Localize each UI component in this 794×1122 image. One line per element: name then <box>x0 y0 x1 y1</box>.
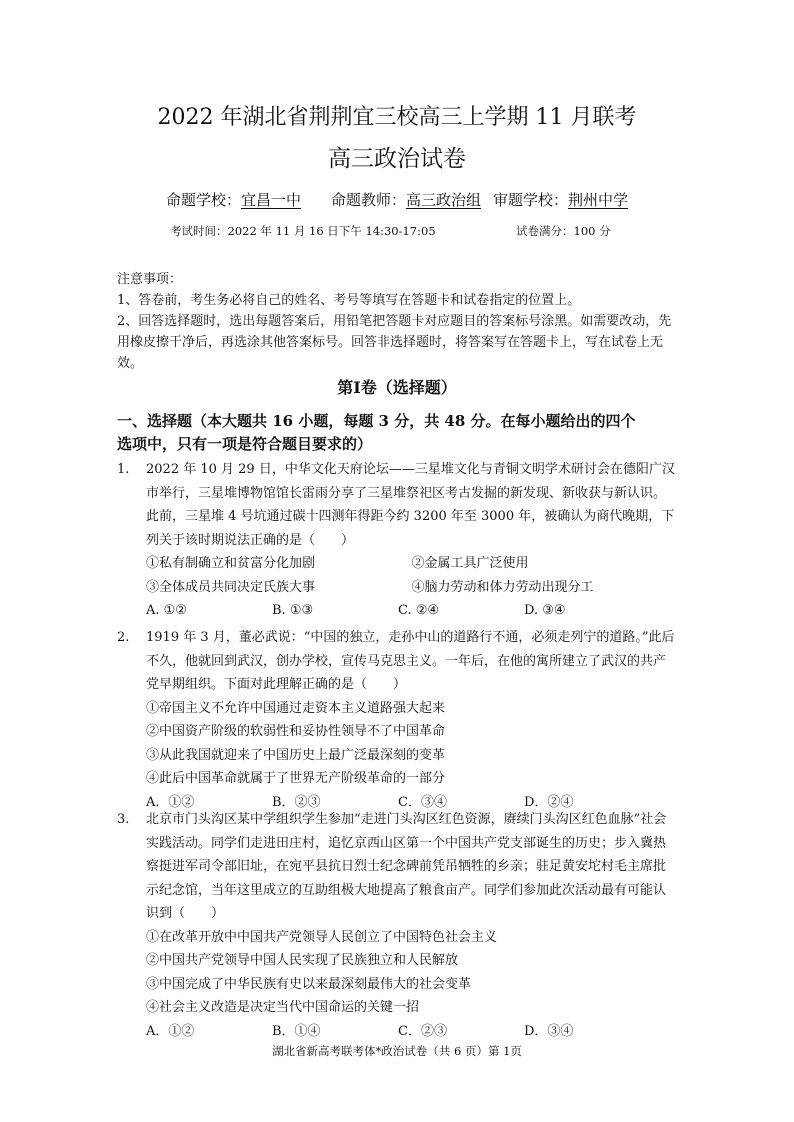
page-footer: 湖北省新高考联考体*政治试卷（共 6 页）第 1页 <box>272 1044 522 1058</box>
exam-time: 考试时间：2022 年 11 月 16 日下午 14:30-17:05 <box>170 224 436 238</box>
question-number: 1. <box>117 462 130 477</box>
section-heading-line: 一、选择题（本大题共 16 小题，每题 3 分，共 48 分。在每小题给出的四个 <box>117 412 636 430</box>
option-a: A. ①② <box>146 603 187 618</box>
question-stem: 北京市门头沟区某中学组织学生参加“走进门头沟区红色资源，赓续门头沟区红色血脉”社会实践活动。同学们走进田庄村，追忆京西山区第一个中国共产党支部诞生的历史；步入冀热察挺进军司令部旧址，在宛平县抗日烈士纪念碑前凭吊牺牲的乡亲；驻足黄安坨村毛主席批示纪念馆，当年这里成立的互助组极大地提高了粮食亩产。同学们参加此次活动最有可能认识到（ ） <box>146 812 667 921</box>
option-c: C．③④ <box>398 794 447 810</box>
statement: ③全体成员共同决定氏族大事 <box>146 579 316 595</box>
section-title: 第Ⅰ卷（选择题） <box>337 378 457 397</box>
option-a: A．①② <box>146 794 195 810</box>
option-d: D．②④ <box>524 794 574 810</box>
statement: ④社会主义改造是决定当代中国命运的关键一招 <box>146 1000 420 1015</box>
statement: ①在改革开放中中国共产党领导人民创立了中国特色社会主义 <box>146 929 498 945</box>
section-heading-line: 选项中，只有一项是符合题目要求的） <box>117 435 373 453</box>
option-d: D．③④ <box>524 1023 574 1039</box>
statement: ③中国完成了中华民族有史以来最深刻最伟大的社会变革 <box>146 976 472 992</box>
statement: ①私有制确立和贫富分化加剧 <box>146 556 316 571</box>
exam-authors <box>0 189 794 211</box>
exam-title: 2022 年湖北省荆荆宜三校高三上学期 11 月联考 <box>157 105 637 130</box>
option-c: C．②③ <box>398 1023 447 1039</box>
statement: ①帝国主义不允许中国通过走资本主义道路强大起来 <box>146 700 446 716</box>
question-stem: 2022 年 10 月 29 日，中华文化天府论坛——三星堆文化与青铜文明学术研讨会在德阳广汉市举行，三星堆博物馆馆长雷雨分享了三星堆祭祀区考古发掘的新发现、新收获与新认识。此前，三星堆 4 号坑通过碳十四测年得距今约 3200 年至 3000 年，被确认为商代晚期，下列关于该时期说法正确的是（ ） <box>146 462 675 548</box>
statement: ②中国共产党领导中国人民实现了民族独立和人民解放 <box>146 953 459 968</box>
statement: ②中国资产阶级的软弱性和妥协性领导不了中国革命 <box>146 724 446 739</box>
note-item: 2、回答选择题时，选出每题答案后，用铅笔把答题卡对应题目的答案标号涂黑。如需要改动，先用橡皮擦干净后，再选涂其他答案标号。回答非选择题时，将答案写在答题卡上，写在试卷上无效。 <box>117 314 672 371</box>
exam-subtitle: 高三政治试卷 <box>328 146 466 172</box>
notes-heading: 注意事项： <box>117 272 183 287</box>
option-b: B．②③ <box>272 794 321 810</box>
option-b: B. ①③ <box>272 603 314 618</box>
section-heading <box>117 410 677 456</box>
note-item: 1、答卷前，考生务必将自己的姓名、考号等填写在答题卡和试卷指定的位置上。 <box>117 293 581 308</box>
review-value: 荆州中学 <box>568 191 629 209</box>
question-1 <box>117 458 677 623</box>
question-number: 2. <box>117 630 130 645</box>
teacher-label: 命题教师： <box>330 191 406 209</box>
statement: ③从此我国就迎来了中国历史上最广泛最深刻的变革 <box>146 747 446 763</box>
teacher-value: 高三政治组 <box>406 191 482 209</box>
statement: ④脑力劳动和体力劳动出现分工 <box>411 579 594 595</box>
option-d: D. ③④ <box>524 603 566 618</box>
option-b: B．①④ <box>272 1023 321 1039</box>
school-label: 命题学校： <box>165 191 241 209</box>
question-3 <box>117 808 677 1043</box>
option-c: C. ②④ <box>398 603 440 618</box>
question-number: 3. <box>117 812 130 827</box>
statement: ②金属工具广泛使用 <box>411 556 529 571</box>
question-stem: 1919 年 3 月，董必武说：“中国的独立，走孙中山的道路行不通，必须走列宁的道路。”此后不久，他就回到武汉，创办学校，宣传马克思主义。一年后，在他的寓所建立了武汉的共产党早期组织。下面对此理解正确的是（ ） <box>146 630 675 692</box>
school-value: 宜昌一中 <box>240 191 301 209</box>
review-label: 审题学校： <box>493 191 569 209</box>
notes <box>117 269 677 374</box>
option-a: A．①② <box>146 1023 195 1039</box>
full-score: 试卷满分：100 分 <box>516 224 611 238</box>
question-2 <box>117 626 677 814</box>
statement: ④此后中国革命就属于了世界无产阶级革命的一部分 <box>146 771 446 786</box>
